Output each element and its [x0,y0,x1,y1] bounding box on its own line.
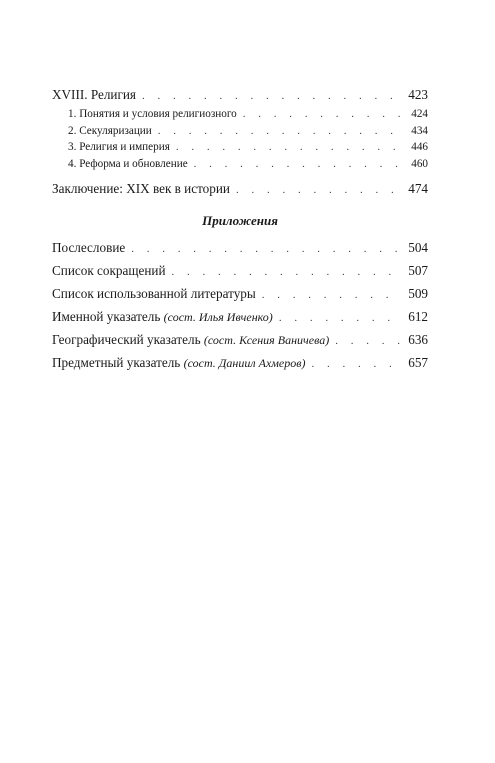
toc-entry-page: 636 [408,332,428,347]
leader-dots [236,185,402,196]
toc-entry-title [52,305,273,329]
toc-entry-page: 424 [411,108,428,120]
leader-dots [335,336,402,347]
leader-dots [158,126,402,137]
toc-entry-page: 474 [408,181,428,196]
toc-entry-title: Список использованной литературы [52,286,256,301]
toc-entry-conclusion[interactable] [52,178,428,200]
toc-entry-page: 460 [411,157,428,170]
toc-entry-page: 507 [408,263,428,278]
toc-entry-section[interactable] [52,156,428,173]
leader-dots [176,142,402,153]
toc-entry-title: Заключение: XIX век в истории [52,181,230,196]
toc-entry-appendix[interactable] [52,259,428,282]
toc-entry-title-text: Предметный указатель [52,355,181,370]
leader-dots [279,313,402,324]
toc-entry-section[interactable] [52,106,428,123]
toc-entry-appendix[interactable] [52,236,428,259]
toc-entry-title: 4. Реформа и обновление [68,157,188,170]
toc-entry-page: 504 [408,240,428,255]
leader-dots [243,109,402,120]
toc-entry-appendix[interactable] [52,282,428,305]
toc-entry-page: 509 [408,286,428,301]
toc-entry-title [52,328,329,352]
appendix-heading: Приложения [202,213,278,228]
toc-entry-title-text: Географический указатель [52,332,201,347]
toc-entry-title: 3. Религия и империя [68,141,170,153]
toc-entry-section[interactable] [52,139,428,156]
toc-entry-title: Послесловие [52,240,126,255]
leader-dots [262,290,402,301]
toc-entry-section[interactable] [52,123,428,140]
toc-entry-title: 2. Секуляризации [68,124,152,137]
toc-entry-title: XVIII. Религия [52,87,136,102]
leader-dots [311,359,402,370]
toc-entry-appendix[interactable] [52,328,428,351]
toc-entry-author: (сост. Ксения Ваничева) [203,333,330,347]
toc-entry-title-text: Именной указатель [52,309,161,324]
leader-dots [194,159,402,170]
toc-entry-page: 612 [408,309,428,324]
toc-entry-title [52,351,305,375]
leader-dots [142,91,402,102]
toc-entry-appendix[interactable] [52,305,428,328]
toc-entry-title: Список сокращений [52,263,166,278]
toc-entry-author: (сост. Даниил Ахмеров) [183,356,306,370]
toc-entry-page: 423 [408,87,428,102]
toc-entry-page: 446 [411,141,428,153]
toc-entry-page: 657 [408,355,428,370]
toc-entry-chapter[interactable] [52,84,428,106]
toc-entry-author: (сост. Илья Ивченко) [163,310,273,324]
toc-entry-title: 1. Понятия и условия религиозного [68,108,237,120]
leader-dots [131,244,402,255]
table-of-contents [52,84,428,374]
leader-dots [172,267,402,278]
toc-entry-appendix[interactable] [52,351,428,374]
toc-entry-page: 434 [411,124,428,137]
